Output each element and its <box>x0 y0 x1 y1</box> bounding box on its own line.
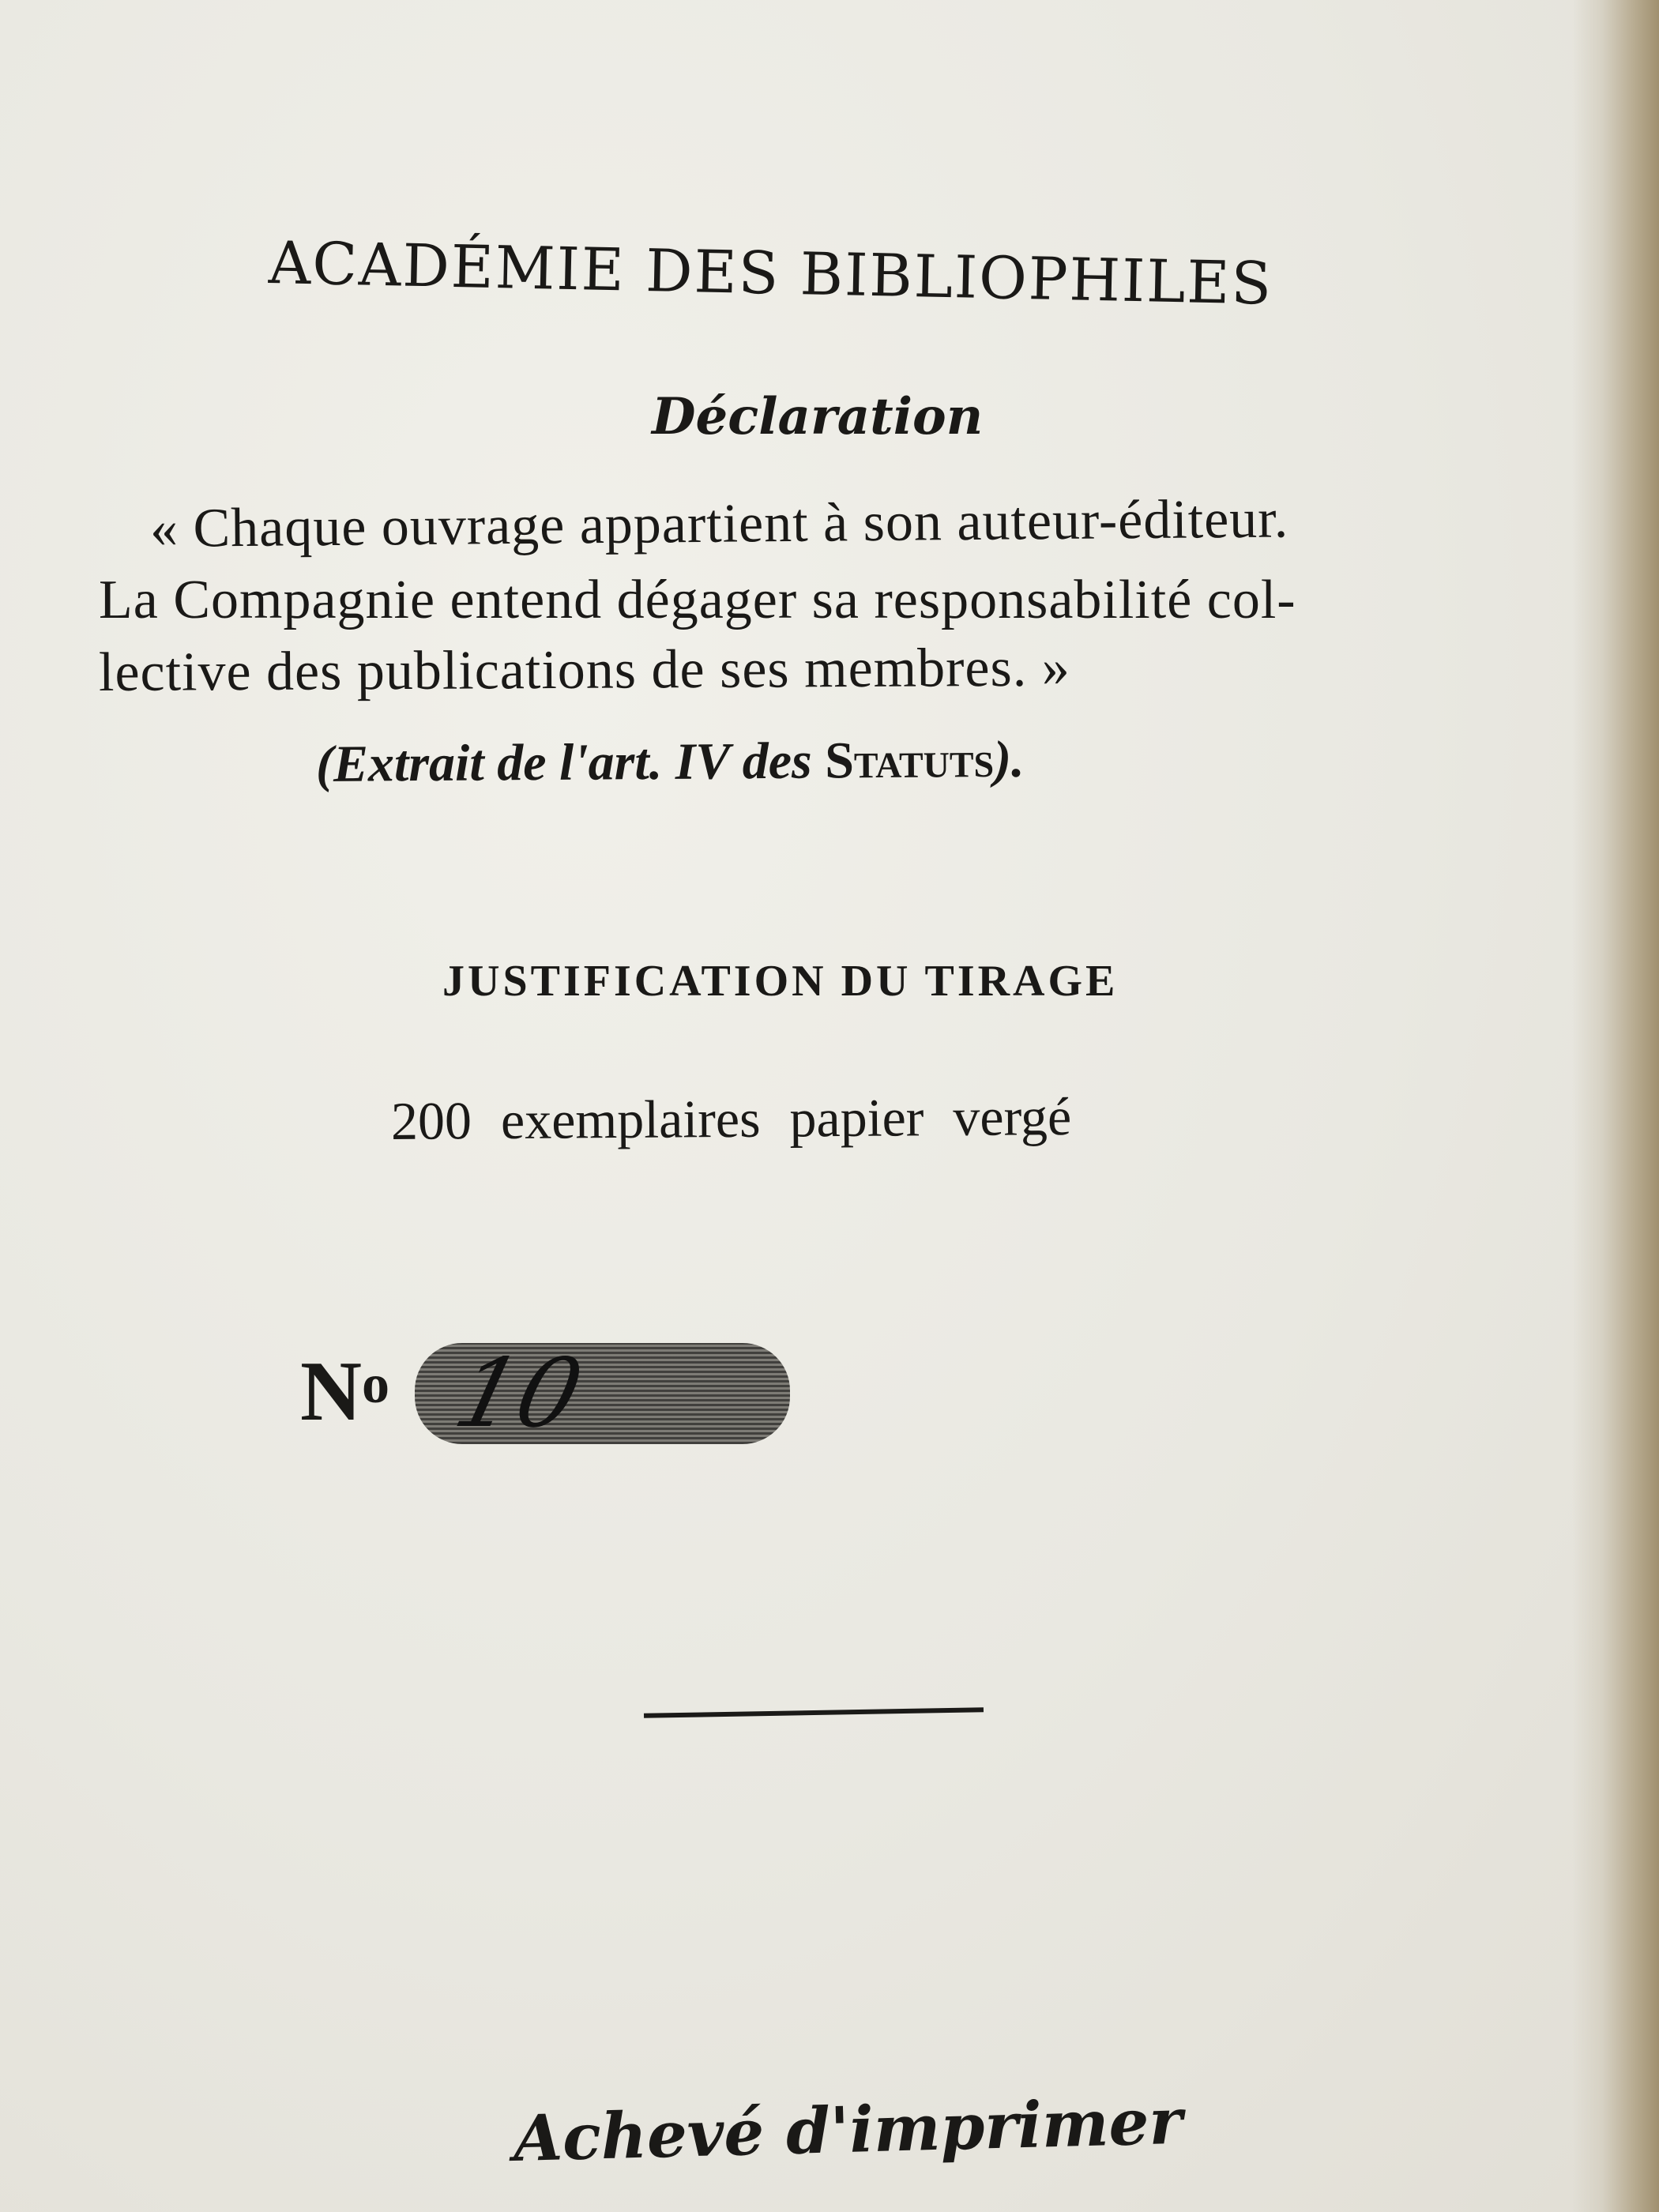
page-title: ACADÉMIE DES BIBLIOPHILES <box>268 229 1274 318</box>
numero-superscript: o <box>362 1354 389 1415</box>
declaration-heading: Déclaration <box>652 387 984 446</box>
acheve-line: Achevé d'imprimer <box>512 2083 1183 2176</box>
numero-letter: N <box>300 1345 362 1439</box>
extract-citation <box>316 730 1025 795</box>
extract-prefix: (Extrait de l'art. IV des <box>315 732 826 793</box>
quote-line-1: « Chaque ouvrage appartient à son auteur-éditeur. <box>149 488 1289 559</box>
quote-line-3: lective des publications de ses membres. » <box>98 637 1070 703</box>
quote-line-2: La Compagnie entend dégager sa responsabilité col- <box>99 570 1296 630</box>
copies-line: 200 exemplaires papier vergé <box>390 1085 1072 1151</box>
numero-label <box>300 1343 389 1441</box>
extract-statuts: Statuts <box>824 731 995 790</box>
extract-suffix: ). <box>993 730 1025 789</box>
copy-number: 10 <box>444 1339 593 1449</box>
justification-title: JUSTIFICATION DU TIRAGE <box>442 957 1119 1006</box>
divider-rule <box>644 1707 984 1718</box>
page-gutter-shadow <box>1572 0 1659 2212</box>
